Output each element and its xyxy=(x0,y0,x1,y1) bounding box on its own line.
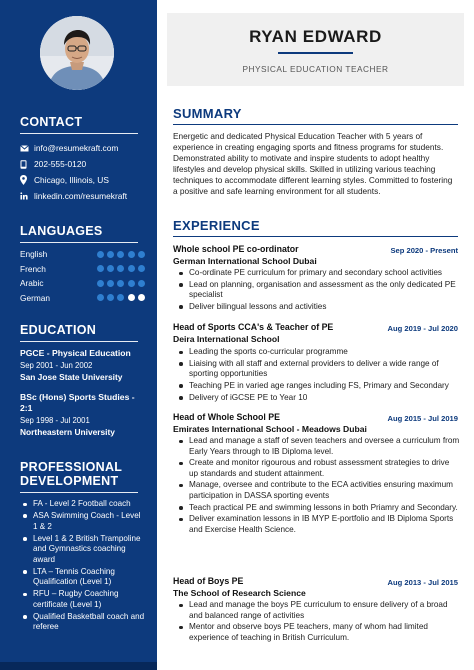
list-item: Mentor and observe boys PE teachers, many of whom had limited experience of teaching in British Curriculum. xyxy=(178,622,460,643)
job-bullets xyxy=(178,268,460,314)
language-row xyxy=(20,293,145,303)
contact-divider xyxy=(20,133,138,134)
sidebar-footer xyxy=(0,662,157,670)
rating-dot-filled xyxy=(107,251,114,258)
experience-divider xyxy=(173,236,458,237)
list-item: Lead on planning, organisation and assessment as the only dedicated PE specialist xyxy=(178,280,460,301)
education-heading: EDUCATION xyxy=(20,323,97,337)
job-title: PHYSICAL EDUCATION TEACHER xyxy=(242,64,389,74)
list-item: Deliver bilingual lessons and activities xyxy=(178,302,460,313)
job-bullets xyxy=(178,347,460,404)
list-item: Lead and manage a staff of seven teachers and oversee a curriculum from Early Years through to IB Diploma level. xyxy=(178,436,460,457)
rating-dot-filled xyxy=(117,265,124,272)
job-period: Aug 2019 - Jul 2020 xyxy=(387,324,458,333)
job-role: Head of Sports CCA's & Teacher of PE xyxy=(173,322,334,332)
list-item: Teach practical PE and swimming lessons in both Priamry and Secondary. xyxy=(178,503,460,514)
language-rating xyxy=(97,294,145,301)
linkedin-icon xyxy=(20,192,32,200)
education-divider xyxy=(20,341,138,342)
language-rating xyxy=(97,280,145,287)
education-school: San Jose State University xyxy=(20,372,123,382)
language-rating xyxy=(97,251,145,258)
rating-dot-filled xyxy=(128,280,135,287)
rating-dot-filled xyxy=(117,280,124,287)
job-role: Whole school PE co-ordinator xyxy=(173,244,299,254)
education-dates: Sep 2001 - Jun 2002 xyxy=(20,361,93,370)
rating-dot-filled xyxy=(107,265,114,272)
contact-phone[interactable] xyxy=(20,159,86,169)
rating-dot-empty xyxy=(128,294,135,301)
list-item: Level 1 & 2 British Trampoline and Gymnastics coaching award xyxy=(22,534,147,566)
professional-development-heading xyxy=(20,460,122,488)
language-rating xyxy=(97,265,145,272)
rating-dot-empty xyxy=(138,294,145,301)
languages-divider xyxy=(20,242,138,243)
contact-linkedin[interactable] xyxy=(20,191,127,201)
linkedin-text: linkedin.com/resumekraft xyxy=(34,191,128,201)
contact-heading: CONTACT xyxy=(20,115,83,129)
pd-heading-line2: DEVELOPMENT xyxy=(20,474,119,488)
summary-heading: SUMMARY xyxy=(173,106,242,121)
sidebar xyxy=(0,0,157,670)
language-name: French xyxy=(20,263,46,274)
rating-dot-filled xyxy=(138,280,145,287)
avatar xyxy=(40,16,114,90)
name-divider xyxy=(278,52,353,54)
rating-dot-filled xyxy=(97,294,104,301)
list-item: ASA Swimming Coach - Level 1 & 2 xyxy=(22,511,147,532)
rating-dot-filled xyxy=(138,251,145,258)
map-pin-icon xyxy=(20,175,32,185)
rating-dot-filled xyxy=(128,251,135,258)
job-company: The School of Research Science xyxy=(173,588,306,598)
job-bullets xyxy=(178,436,460,536)
list-item: Leading the sports co-curricular programme xyxy=(178,347,460,358)
contact-location xyxy=(20,175,109,185)
rating-dot-filled xyxy=(138,265,145,272)
job-role: Head of Boys PE xyxy=(173,576,244,586)
education-degree: PGCE - Physical Education xyxy=(20,348,131,358)
list-item: Delivery of iGCSE PE to Year 10 xyxy=(178,393,460,404)
rating-dot-filled xyxy=(97,265,104,272)
languages-heading: LANGUAGES xyxy=(20,224,103,238)
rating-dot-filled xyxy=(117,294,124,301)
phone-icon xyxy=(20,160,32,169)
summary-text: Energetic and dedicated Physical Education Teacher with 5 years of experience in creating engaging sports and fitness programs for students. Demonstrated ability to motivate and inspire students to adopt healthy lifestyles and develop physical skills. Skilled in utilizing various teaching techniques to accommodate different learning styles. Committed to fostering a positive and safe learning environment for all students. xyxy=(173,131,453,196)
phone-text: 202-555-0120 xyxy=(34,159,87,169)
email-text: info@resumekraft.com xyxy=(34,143,119,153)
job-period: Sep 2020 - Present xyxy=(390,246,458,255)
list-item: Qualified Basketball coach and referee xyxy=(22,612,147,633)
job-company: Deira International School xyxy=(173,334,280,344)
candidate-name: RYAN EDWARD xyxy=(249,27,382,46)
list-item: Manage, oversee and contribute to the ECA activities ensuring maximum participation in DASSA sporting events xyxy=(178,480,460,501)
language-row xyxy=(20,249,145,259)
rating-dot-filled xyxy=(117,251,124,258)
list-item: Teaching PE in varied age ranges including FS, Primary and Secondary xyxy=(178,381,460,392)
language-row xyxy=(20,278,145,288)
location-text: Chicago, Illinois, US xyxy=(34,175,109,185)
experience-heading: EXPERIENCE xyxy=(173,218,260,233)
rating-dot-filled xyxy=(128,265,135,272)
envelope-icon xyxy=(20,145,32,152)
list-item: Create and monitor rigourous and robust assessment strategies to drive up standards and student attainment. xyxy=(178,458,460,479)
job-company: German International School Dubai xyxy=(173,256,317,266)
language-name: German xyxy=(20,292,50,303)
list-item: Lead and manage the boys PE curriculum to ensure delivery of a broad and balanced range of activities xyxy=(178,600,460,621)
job-bullets xyxy=(178,600,460,644)
pd-divider xyxy=(20,492,138,493)
list-item: Liaising with all staff and external providers to deliver a wide range of sporting opportunities xyxy=(178,359,460,380)
rating-dot-filled xyxy=(107,294,114,301)
education-school: Northeastern University xyxy=(20,427,115,437)
list-item: RFU – Rugby Coaching certificate (Level 1) xyxy=(22,589,147,610)
pd-heading-line1: PROFESSIONAL xyxy=(20,460,123,474)
rating-dot-filled xyxy=(97,280,104,287)
rating-dot-filled xyxy=(97,251,104,258)
language-name: Arabic xyxy=(20,278,44,289)
resume-header xyxy=(167,13,464,86)
pd-list xyxy=(22,499,147,634)
job-period: Aug 2015 - Jul 2019 xyxy=(387,414,458,423)
job-period: Aug 2013 - Jul 2015 xyxy=(387,578,458,587)
education-dates: Sep 1998 - Jul 2001 xyxy=(20,416,90,425)
list-item: Co-ordinate PE curriculum for primary and secondary school activities xyxy=(178,268,460,279)
language-name: English xyxy=(20,249,48,259)
job-role: Head of Whole School PE xyxy=(173,412,281,422)
contact-email[interactable] xyxy=(20,143,118,153)
job-company: Emirates International School - Meadows Dubai xyxy=(173,424,367,434)
list-item: Deliver examination lessons in IB MYP E-portfolio and IB Diploma Sports and Exercise Health Science. xyxy=(178,514,460,535)
language-row xyxy=(20,264,145,274)
rating-dot-filled xyxy=(107,280,114,287)
education-degree: BSc (Hons) Sports Studies - 2:1 xyxy=(20,392,135,413)
summary-divider xyxy=(173,124,458,125)
list-item: LTA – Tennis Coaching Qualification (Level 1) xyxy=(22,567,147,588)
list-item: FA - Level 2 Football coach xyxy=(22,499,147,510)
